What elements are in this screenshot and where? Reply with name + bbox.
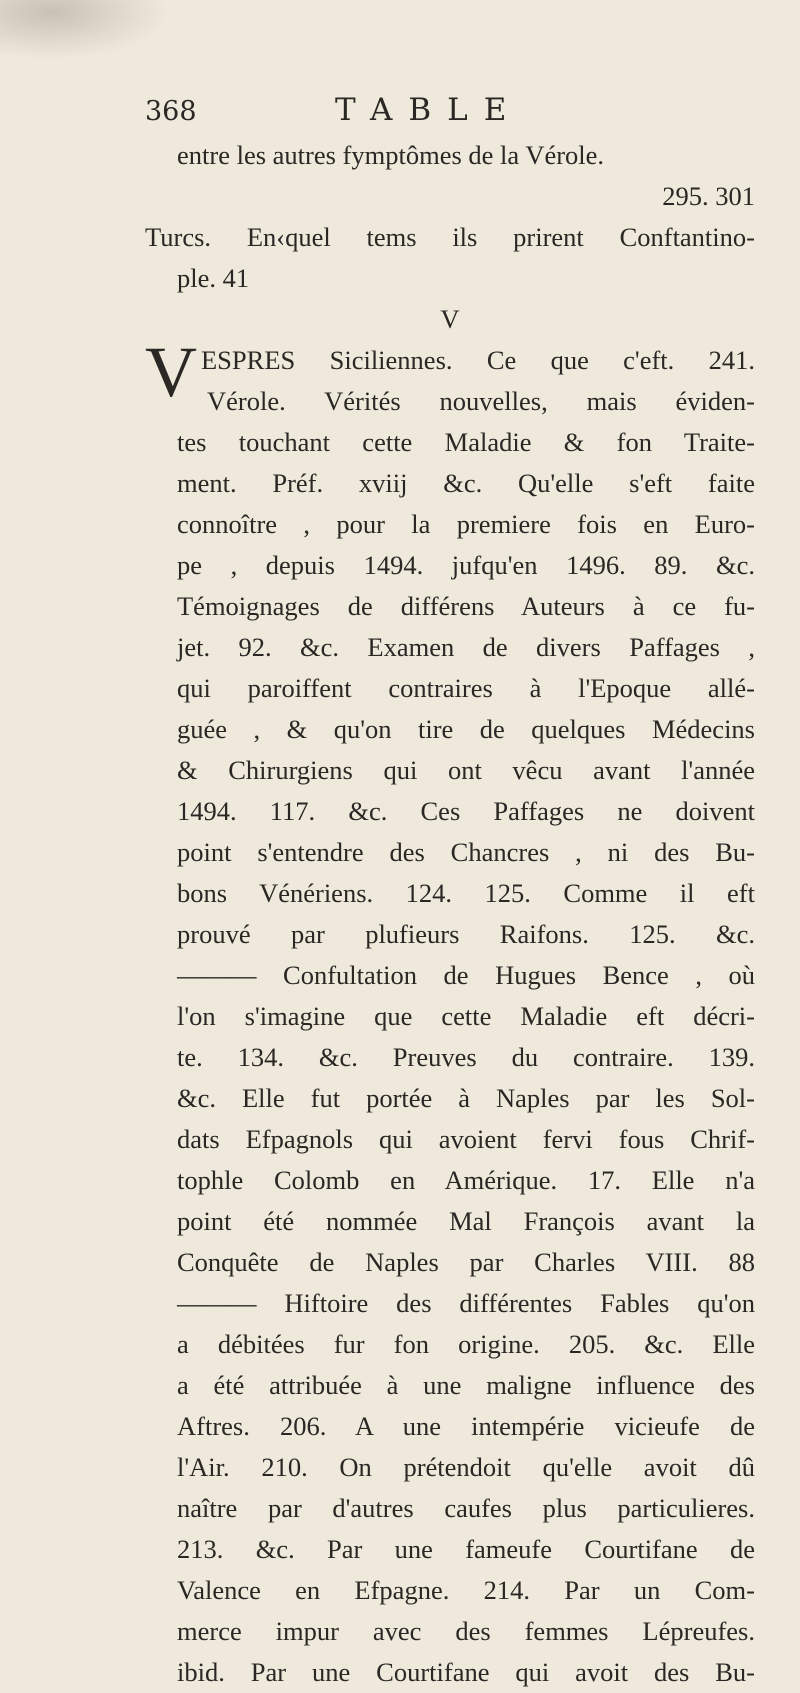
text-line <box>145 1611 755 1652</box>
line-text: &c. Elle fut portée à Naples par les Sol- <box>177 1083 755 1113</box>
line-text: ment. Préf. xviij &c. Qu'elle s'eft faite <box>177 468 755 498</box>
text-line <box>145 1119 755 1160</box>
line-text: connoître , pour la premiere fois en Euro- <box>177 509 755 539</box>
page-header <box>145 92 755 132</box>
line-text: & Chirurgiens qui ont vêcu avant l'année <box>177 755 755 785</box>
text-line <box>145 627 755 668</box>
text-line <box>145 176 755 217</box>
line-text: ibid. Par une Courtifane qui avoit des Bu- <box>177 1657 755 1687</box>
text-line <box>145 996 755 1037</box>
text-line <box>145 1529 755 1570</box>
text-line <box>145 1324 755 1365</box>
drop-cap: V <box>145 332 197 412</box>
line-text: qui paroiffent contraires à l'Epoque allé- <box>177 673 755 703</box>
line-text: Témoignages de différens Auteurs à ce fu- <box>177 591 755 621</box>
line-text: te. 134. &c. Preuves du contraire. 139. <box>177 1042 755 1072</box>
line-text: 1494. 117. &c. Ces Paffages ne doivent <box>177 796 755 826</box>
text-line <box>145 1283 755 1324</box>
page-number: 368 <box>145 96 197 127</box>
line-text: 295. 301 <box>662 181 755 211</box>
text-line <box>145 381 755 422</box>
text-line <box>145 1570 755 1611</box>
line-text: l'on s'imagine que cette Maladie eft décri- <box>177 1001 755 1031</box>
text-line <box>145 1447 755 1488</box>
line-text: entre les autres fymptômes de la Vérole. <box>177 140 605 170</box>
line-text: Valence en Efpagne. 214. Par un Com- <box>177 1575 755 1605</box>
text-line <box>145 463 755 504</box>
text-line <box>145 914 755 955</box>
line-text: Turcs. En‹quel tems ils prirent Conftantino- <box>145 222 755 252</box>
text-line <box>145 422 755 463</box>
line-text: l'Air. 210. On prétendoit qu'elle avoit dû <box>177 1452 755 1482</box>
line-text: naître par d'autres caufes plus particulieres. <box>177 1493 755 1523</box>
line-text: pe , depuis 1494. jufqu'en 1496. 89. &c. <box>177 550 755 580</box>
index-text-block <box>145 135 755 1693</box>
line-text: guée , & qu'on tire de quelques Médecins <box>177 714 755 744</box>
line-text: merce impur avec des femmes Lépreufes. <box>177 1616 755 1646</box>
text-line <box>145 504 755 545</box>
text-line <box>145 1037 755 1078</box>
line-text: tes touchant cette Maladie & fon Traite- <box>177 427 755 457</box>
text-line <box>145 1160 755 1201</box>
text-line <box>145 1652 755 1693</box>
text-line <box>145 545 755 586</box>
line-text: ——— Confultation de Hugues Bence , où <box>177 960 755 990</box>
text-line <box>145 955 755 996</box>
text-line <box>145 1242 755 1283</box>
line-text: 213. &c. Par une fameufe Courtifane de <box>177 1534 755 1564</box>
text-line <box>145 258 755 299</box>
text-line <box>145 135 755 176</box>
line-text: bons Vénériens. 124. 125. Comme il eft <box>177 878 755 908</box>
text-line <box>145 668 755 709</box>
line-text: a été attribuée à une maligne influence des <box>177 1370 755 1400</box>
line-text: ——— Hiftoire des différentes Fables qu'on <box>177 1288 755 1318</box>
text-line <box>145 1201 755 1242</box>
text-line <box>145 1078 755 1119</box>
line-text: ESPRES Siciliennes. Ce que c'eft. 241. <box>201 345 755 375</box>
text-line <box>145 1488 755 1529</box>
line-text: point été nommée Mal François avant la <box>177 1206 755 1236</box>
line-text: Aftres. 206. A une intempérie vicieufe de <box>177 1411 755 1441</box>
line-text: dats Efpagnols qui avoient fervi fous Chrif- <box>177 1124 755 1154</box>
line-text: a débitées fur fon origine. 205. &c. Elle <box>177 1329 755 1359</box>
line-text: prouvé par plufieurs Raifons. 125. &c. <box>177 919 755 949</box>
text-line <box>145 750 755 791</box>
text-line <box>145 791 755 832</box>
line-text: Vérole. Vérités nouvelles, mais éviden- <box>207 386 755 416</box>
text-line <box>145 299 755 340</box>
paper-stain <box>0 0 170 60</box>
text-line <box>145 1365 755 1406</box>
text-line <box>145 1406 755 1447</box>
running-title: TABLE <box>335 92 523 128</box>
text-line <box>145 340 755 381</box>
text-line <box>145 586 755 627</box>
line-text: point s'entendre des Chancres , ni des Bu- <box>177 837 755 867</box>
text-line <box>145 873 755 914</box>
line-text: Conquête de Naples par Charles VIII. 88 <box>177 1247 755 1277</box>
text-line <box>145 709 755 750</box>
line-text: tophle Colomb en Amérique. 17. Elle n'a <box>177 1165 755 1195</box>
line-text: jet. 92. &c. Examen de divers Paffages , <box>177 632 755 662</box>
text-line <box>145 217 755 258</box>
text-line <box>145 832 755 873</box>
line-text: V <box>440 304 460 334</box>
line-text: ple. 41 <box>177 263 250 293</box>
